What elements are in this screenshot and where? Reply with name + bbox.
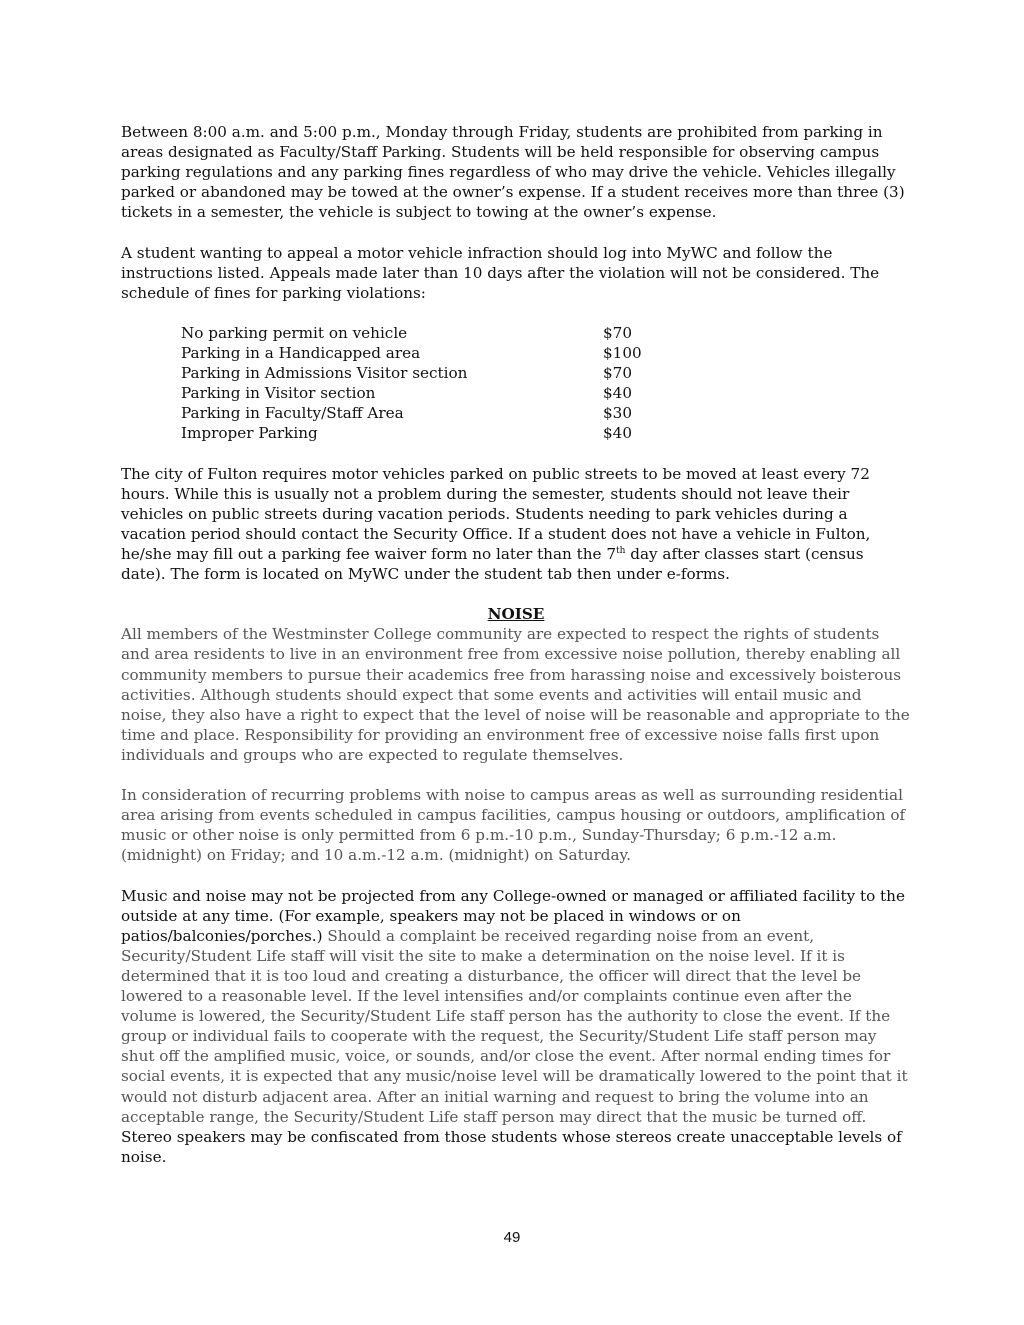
fine-violation: No parking permit on vehicle (181, 323, 408, 342)
fine-amount: $70 (603, 323, 632, 342)
noise-policy-paragraph: All members of the Westminster College community are expected to respect the rights of students and area residents to live in an environment free from excessive noise pollution, thereby enabling all community members to pursue their academics free from harassing noise and excessively boisterous activities. Although students should expect that some events and activities will entail music and noise, they also have a right to expect that the level of noise will be reasonable and appropriate to the time and place. Responsibility for providing an environment free of excessive noise falls first upon individuals and groups who are expected to regulate themselves. (121, 625, 910, 764)
appeal-paragraph: A student wanting to appeal a motor vehicle infraction should log into MyWC and follow the instructions listed. Appeals made later than 10 days after the violation will not be considered. The schedule of fines for parking violations: (121, 243, 880, 302)
projection-rule-text: Music and noise may not be projected from any College-owned or managed or affiliated facility to the outside at any time. (For example, speakers may not be placed in windows or on patios/balconies/porches.) (121, 886, 905, 945)
fine-violation: Parking in Faculty/Staff Area (181, 404, 404, 423)
fine-row (181, 423, 663, 443)
parking-restrictions-paragraph: Between 8:00 a.m. and 5:00 p.m., Monday through Friday, students are prohibited from parking in areas designated as Faculty/Staff Parking. Students will be held responsible for observing campus parking regulations and any parking fines regardless of who may drive the vehicle. Vehicles illegally parked or abandoned may be towed at the owner’s expense. If a student receives more than three (3) tickets in a semester, the vehicle is subject to towing at the owner’s expense. (121, 123, 905, 222)
fine-row (181, 403, 663, 423)
fine-row (181, 343, 663, 363)
fines-table (181, 323, 663, 444)
fine-row (181, 363, 663, 383)
document-page (121, 122, 911, 1167)
noise-heading: NOISE (487, 605, 545, 624)
fine-violation: Improper Parking (181, 424, 318, 443)
fine-amount: $40 (603, 384, 632, 403)
fine-amount: $100 (603, 344, 642, 363)
fine-violation: Parking in a Handicapped area (181, 344, 421, 363)
fulton-text-end: day after classes start (census date). The form is located on MyWC under the student tab then under e-forms. (121, 544, 864, 584)
fine-violation: Parking in Admissions Visitor section (181, 364, 468, 383)
fine-row (181, 383, 663, 403)
fine-row (181, 323, 663, 343)
fine-amount: $40 (603, 424, 632, 443)
fulton-text-start: The city of Fulton requires motor vehicles parked on public streets to be moved at least every 72 hours. While this is usually not a problem during the semester, students should not leave their vehicles on public streets during vacation periods. Students needing to park vehicles during a vacation period should contact the Security Office. If a student does not have a vehicle in Fulton, he/she may fill out a parking fee waiver form no later than the 7 (121, 464, 871, 563)
ordinal-suffix: th (615, 545, 626, 556)
fulton-street-parking-paragraph (121, 464, 911, 585)
amplification-hours-paragraph: In consideration of recurring problems with noise to campus areas as well as surrounding residential area arising from events scheduled in campus facilities, campus housing or outdoors, amplification of music or other noise is only permitted from 6 p.m.-10 p.m., Sunday-Thursday; 6 p.m.-12 a.m. (midnight) on Friday; and 10 a.m.-12 a.m. (midnight) on Saturday. (121, 786, 906, 865)
noise-complaint-paragraph (121, 886, 911, 1167)
fine-amount: $70 (603, 364, 632, 383)
confiscation-text: Stereo speakers may be confiscated from those students whose stereos create unacceptable levels of noise. (121, 1127, 902, 1166)
fine-amount: $30 (603, 404, 632, 423)
complaint-procedure-text: Should a complaint be received regarding noise from an event, Security/Student Life staff will visit the site to make a determination on the noise level. If it is determined that it is too loud and creating a disturbance, the officer will direct that the level be lowered to a reasonable level. If the level intensifies and/or complaints continue even after the volume is lowered, the Security/Student Life staff person has the authority to close the event. If the group or individual fails to cooperate with the request, the Security/Student Life staff person may shut off the amplified music, voice, or sounds, and/or close the event. After normal ending times for social events, it is expected that any music/noise level will be dramatically lowered to the point that it would not disturb adjacent area. After an initial warning and request to bring the volume into an acceptable range, the Security/Student Life staff person may direct that the music be turned off. (121, 926, 908, 1126)
fine-violation: Parking in Visitor section (181, 384, 376, 403)
page-number: 49 (503, 1229, 521, 1246)
